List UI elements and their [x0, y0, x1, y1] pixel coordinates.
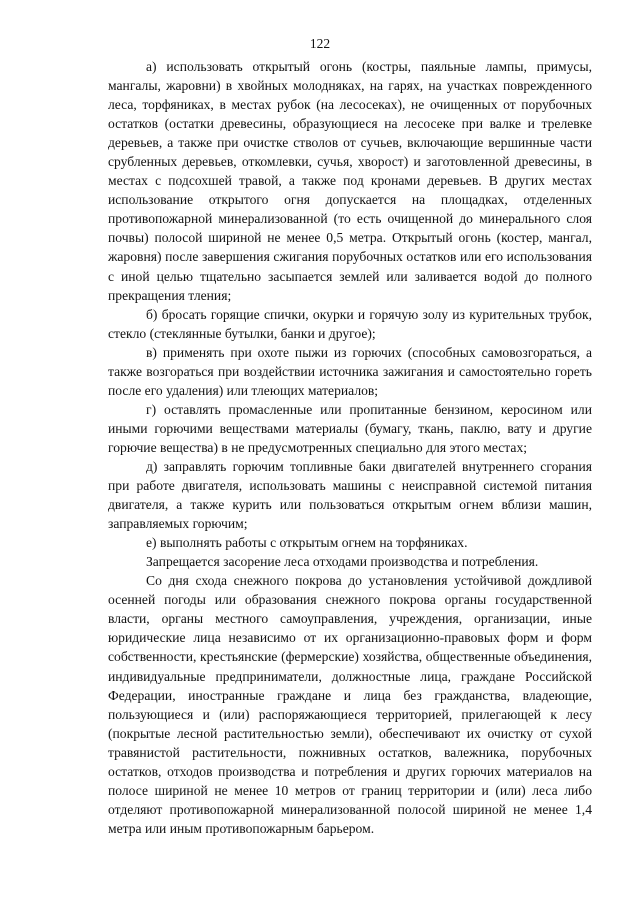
paragraph-item-v: в) применять при охоте пыжи из горючих (способных самовозгораться, а также возгораться при воздействии источника зажигания и самостоятельно гореть после его удаления) или тлеющих материалов;	[108, 344, 592, 398]
paragraph-item-b: б) бросать горящие спички, окурки и горячую золу из курительных трубок, стекло (стеклянные бутылки, банки и другое);	[108, 306, 592, 341]
paragraph-item-e: е) выполнять работы с открытым огнем на торфяниках.	[146, 535, 468, 551]
paragraph-item-g: г) оставлять промасленные или пропитанные бензином, керосином или иными горючими веществами материалы (бумагу, ткань, паклю, вату и другие горючие вещества) в не предусмотренных специально для этого местах;	[108, 401, 592, 455]
paragraph-item-d: д) заправлять горючим топливные баки двигателей внутреннего сгорания при работе двигателя, использовать машины с неисправной системой питания двигателя, а также курить или пользоваться открытым огнем вблизи машин, заправляемых горючим;	[108, 458, 592, 532]
document-body	[108, 57, 592, 838]
paragraph-item-a: а) использовать открытый огонь (костры, паяльные лампы, примусы, мангалы, жаровни) в хвойных молодняках, на гарях, на участках поврежденного леса, торфяниках, в местах рубок (на лесосеках), не очищенных от порубочных остатков (остатки древесины, образующиеся на лесосеке при валке и трелевке деревьев, а также при очистке стволов от сучьев, включающие вершинные части срубленных деревьев, откомлевки, сучья, хворост) и заготовленной древесины, в местах с подсохшей травой, а также под кронами деревьев. В других местах использование открытого огня допускается на площадках, отделенных противопожарной минерализованной (то есть очищенной до минерального слоя почвы) полосой шириной не менее 0,5 метра. Открытый огонь (костер, мангал, жаровня) после завершения сжигания порубочных остатков или его использования с иной целью тщательно засыпается землей или заливается водой до полного прекращения тления;	[108, 59, 592, 303]
page-number: 122	[309, 36, 331, 51]
paragraph-waste-prohibition: Запрещается засорение леса отходами производства и потребления.	[146, 554, 539, 570]
paragraph-clearing-duty: Со дня схода снежного покрова до установления устойчивой дождливой осенней погоды или образования снежного покрова органы государственной власти, органы местного самоуправления, учреждения, организации, иные юридические лица независимо от их организационно-правовых форм и форм собственности, крестьянские (фермерские) хозяйства, общественные объединения, индивидуальные предприниматели, должностные лица, граждане Российской Федерации, иностранные граждане и лица без гражданства, владеющие, пользующиеся и (или) распоряжающиеся территорией, прилегающей к лесу (покрытые лесной растительностью земли), обеспечивают их очистку от сухой травянистой растительности, пожнивных остатков, валежника, порубочных остатков, отходов производства и потребления и других горючих материалов на полосе шириной не менее 10 метров от границ территории и (или) леса либо отделяют противопожарной минерализованной полосой шириной не менее 1,4 метра или иным противопожарным барьером.	[108, 573, 592, 836]
